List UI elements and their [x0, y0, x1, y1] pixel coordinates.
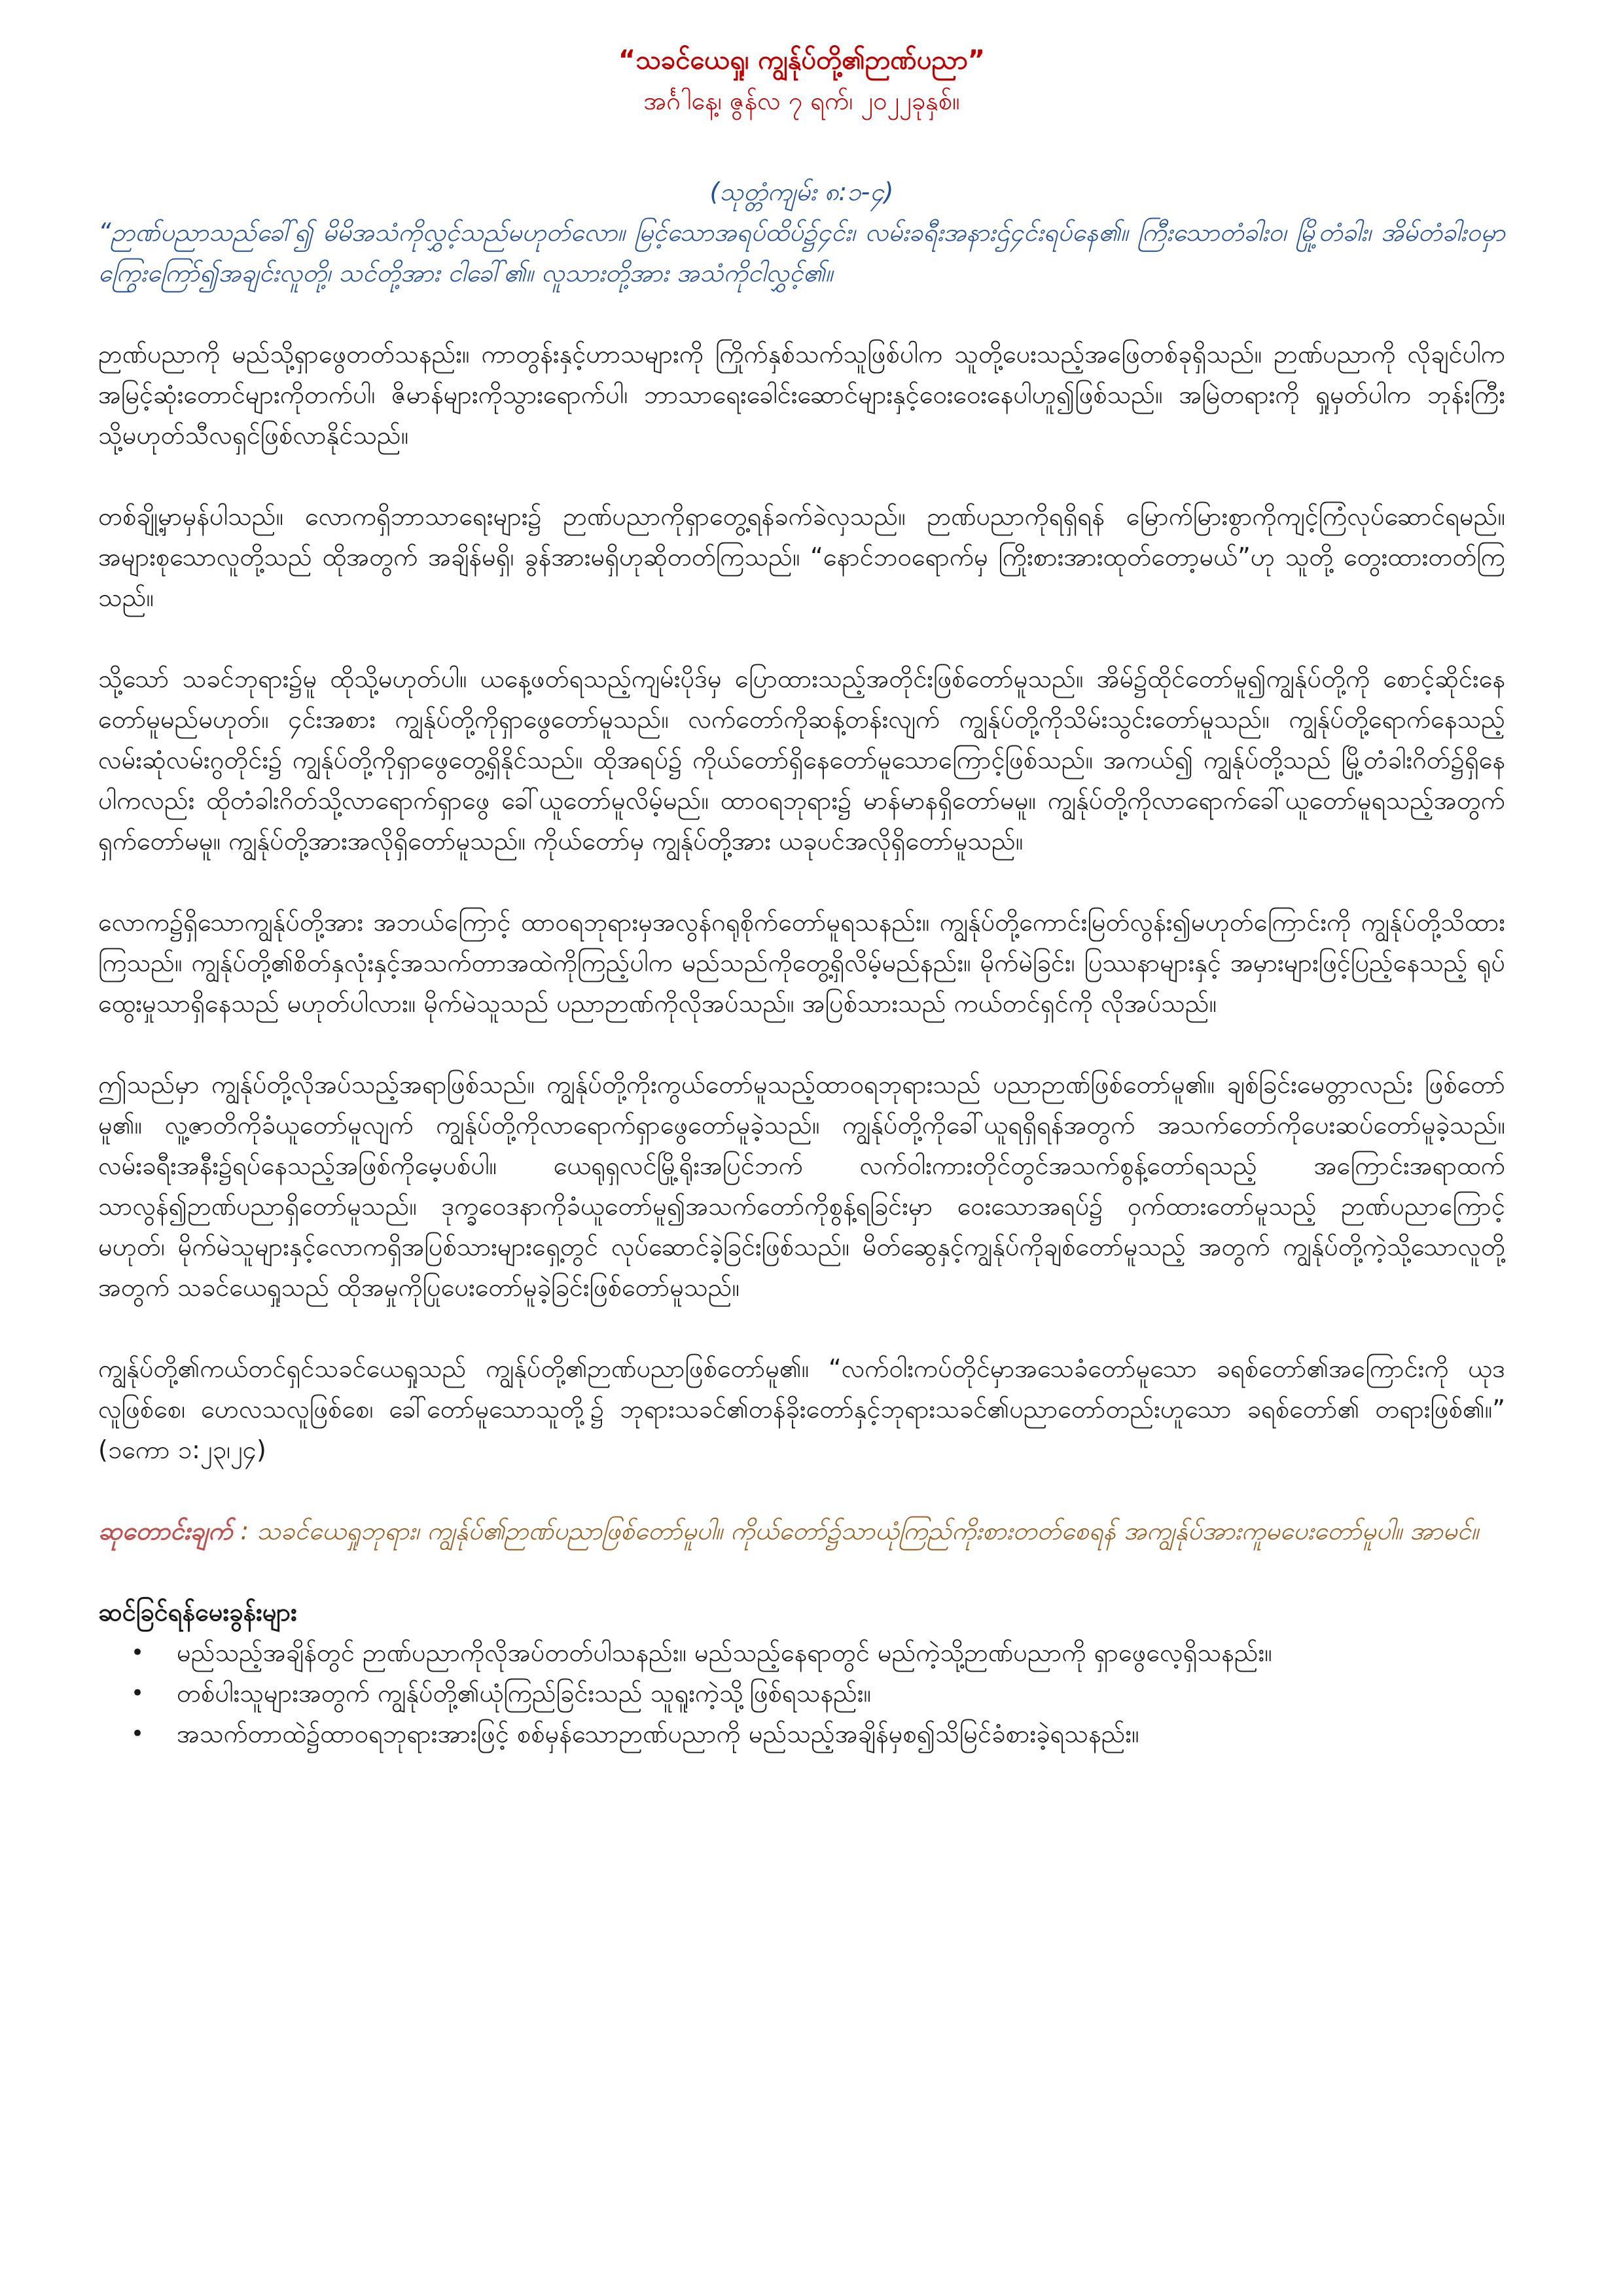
list-item — [131, 1632, 1505, 1673]
question-text: အသက်တာထဲ၌ထာဝရဘုရားအားဖြင့် စစ်မှန်သောဉာဏ်ပညာကို မည်သည့်အချိန်မှစ၍သိမြင်ခံစားခဲ့ရသနည်း။ — [177, 1719, 1139, 1748]
prayer-separator: : — [232, 1516, 257, 1545]
bullet-icon: • — [131, 1640, 145, 1666]
body-paragraph-4: လောက၌ရှိသောကျွန်ုပ်တို့အား အဘယ်ကြောင့် ထာဝရဘုရားမှအလွန်ဂရုစိုက်တော်မူရသနည်း။ ကျွန်ုပ်တို့ကောင်းမြတ်လွန်း၍မဟုတ်ကြောင်းကို ကျွန်ုပ်တို့သိထားကြသည်။ ကျွန်ုပ်တို့၏စိတ်နှလုံးနှင့်အသက်တာအထဲကိုကြည့်ပါက မည်သည်ကိုတွေ့ရှိလိမ့်မည်နည်း။ မိုက်မဲခြင်း၊ ပြဿနာများနှင့် အမှားများဖြင့်ပြည့်နေသည့် ရုပ်ထွေးမှုသာရှိနေသည် မဟုတ်ပါလား။ မိုက်မဲသူသည် ပညာဉာဏ်ကိုလိုအပ်သည်။ အပြစ်သားသည် ကယ်တင်ရှင်ကို လိုအပ်သည်။ — [98, 908, 1505, 1018]
body-paragraph-3: သို့သော် သခင်ဘုရား၌မူ ထိုသို့မဟုတ်ပါ။ ယနေ့ဖတ်ရသည့်ကျမ်းပိုဒ်မှ ပြောထားသည့်အတိုင်းဖြစ်တော်မူသည်။ အိမ်၌ထိုင်တော်မူ၍ကျွန်ုပ်တို့ကို စောင့်ဆိုင်းနေတော်မူမည်မဟုတ်။ ၄င်းအစား ကျွန်ုပ်တို့ကိုရှာဖွေတော်မူသည်။ လက်တော်ကိုဆန့်တန်းလျက် ကျွန်ုပ်တို့ကိုသိမ်းသွင်းတော်မူသည်။ ကျွန်ုပ်တို့ရောက်နေသည့်လမ်းဆုံလမ်းဂွတိုင်း၌ ကျွန်ုပ်တို့ကိုရှာဖွေတွေ့ရှိနိုင်သည်။ ထိုအရပ်၌ ကိုယ်တော်ရှိနေတော်မူသောကြောင့်ဖြစ်သည်။ အကယ်၍ ကျွန်ုပ်တို့သည် မြို့တံခါးဂိတ်၌ရှိနေပါကလည်း ထိုတံခါးဂိတ်သို့လာရောက်ရှာဖွေ ခေါ်ယူတော်မူလိမ့်မည်။ ထာဝရဘုရား၌ မာန်မာနရှိတော်မမူ။ ကျွန်ုပ်တို့ကိုလာရောက်ခေါ်ယူတော်မူရသည့်အတွက်ရှက်တော်မမူ။ ကျွန်ုပ်တို့အားအလိုရှိတော်မူသည်။ ကိုယ်တော်မှ ကျွန်ုပ်တို့အား ယခုပင်အလိုရှိတော်မူသည်။ — [98, 664, 1505, 855]
prayer — [98, 1511, 1505, 1551]
questions-list — [98, 1632, 1505, 1754]
scripture-reference: (သုတ္တံကျမ်း ၈:၁-၄) — [709, 177, 894, 206]
bullet-icon: • — [131, 1680, 145, 1706]
prayer-label: ဆုတောင်းချက် — [98, 1516, 233, 1545]
body-paragraph-6: ကျွန်ုပ်တို့၏ကယ်တင်ရှင်သခင်ယေရှုသည် ကျွန်ုပ်တို့၏ဉာဏ်ပညာဖြစ်တော်မူ၏။ “လက်ဝါးကပ်တိုင်မှာအသေခံတော်မူသော ခရစ်တော်၏အကြောင်းကို ယုဒလူဖြစ်စေ၊ ဟေလသလူဖြစ်စေ၊ ခေါ်တော်မူသောသူတို့၌ ဘုရားသခင်၏တန်ခိုးတော်နှင့်ဘုရားသခင်၏ပညာတော်တည်းဟူသော ခရစ်တော်၏ တရားဖြစ်၏။” (၁ကော ၁:၂၃၊၂၄) — [98, 1354, 1505, 1464]
list-item — [131, 1713, 1505, 1754]
devotion-date: အင်္ဂါနေ့၊ ဇွန်လ ၇ ရက်၊ ၂၀၂၂ခုနှစ်။ — [643, 86, 960, 115]
question-text: မည်သည့်အချိန်တွင် ဉာဏ်ပညာကိုလိုအပ်တတ်ပါသနည်း။ မည်သည့်နေရာတွင် မည်ကဲ့သို့ဉာဏ်ပညာကို ရှာဖွေလေ့ရှိသနည်း။ — [177, 1638, 1272, 1667]
body-paragraph-1: ဉာဏ်ပညာကို မည်သို့ရှာဖွေတတ်သနည်း။ ကာတွန်းနှင့်ဟာသများကို ကြိုက်နှစ်သက်သူဖြစ်ပါက သူတို့ပေးသည့်အဖြေတစ်ခုရှိသည်။ ဉာဏ်ပညာကို လိုချင်ပါက အမြင့်ဆုံးတောင်များကိုတက်ပါ၊ ဇိမာန်များကိုသွားရောက်ပါ၊ ဘာသာရေးခေါင်းဆောင်များနှင့်ဝေးဝေးနေပါဟူ၍ဖြစ်သည်။ အမြဲတရားကို ရှုမှတ်ပါက ဘုန်းကြီးသို့မဟုတ်သီလရှင်ဖြစ်လာနိုင်သည်။ — [98, 340, 1505, 450]
list-item — [131, 1673, 1505, 1713]
questions-heading: ဆင်ခြင်ရန်မေးခွန်းများ — [98, 1598, 297, 1626]
page-title: “သခင်ယေရှု၊ ကျွန်ုပ်တို့၏ဉာဏ်ပညာ” — [618, 45, 986, 75]
prayer-text: သခင်ယေရှုဘုရား၊ ကျွန်ုပ်၏ဉာဏ်ပညာဖြစ်တော်မူပါ။ ကိုယ်တော်၌သာယုံကြည်ကိုးစားတတ်စေရန် အကျွန်ုပ်အားကူမပေးတော်မူပါ။ အာမင်။ — [257, 1516, 1479, 1545]
scripture-text: “ဉာဏ်ပညာသည်ခေါ်၍ မိမိအသံကိုလွှင့်သည်မဟုတ်လော။ မြင့်သောအရပ်ထိပ်၌၄င်း၊ လမ်းခရီးအနားဌ်၄င်းရပ်နေ၏။ ကြီးသောတံခါး၀၊ မြို့တံခါး၊ အိမ်တံခါး၀မှာ ကြွေးကြော်၍အချင်းလူတို့၊ သင်တို့အား ငါခေါ်၏။ လူသားတို့အား အသံကိုငါလွှင့်၏။ — [98, 218, 1505, 287]
bullet-icon: • — [131, 1721, 145, 1747]
question-text: တစ်ပါးသူများအတွက် ကျွန်ုပ်တို့၏ယုံကြည်ခြင်းသည် သူရူးကဲ့သို့ဖြစ်ရသနည်း။ — [177, 1679, 872, 1708]
body-paragraph-2: တစ်ချို့မှာမှန်ပါသည်။ လောကရှိဘာသာရေးများ၌ ဉာဏ်ပညာကိုရှာတွေ့ရန်ခက်ခဲလှသည်။ ဉာဏ်ပညာကိုရရှိရန် မြောက်မြားစွာကိုကျင့်ကြံလုပ်ဆောင်ရမည်။ အများစုသောလူတို့သည် ထိုအတွက် အချိန်မရှိ၊ ခွန်အားမရှိဟုဆိုတတ်ကြသည်။ “နောင်ဘ၀ရောက်မှ ကြိုးစားအားထုတ်တော့မယ်”ဟု သူတို့ တွေးထားတတ်ကြသည်။ — [98, 502, 1505, 612]
body-paragraph-5: ဤသည်မှာ ကျွန်ုပ်တို့လိုအပ်သည့်အရာဖြစ်သည်။ ကျွန်ုပ်တို့ကိုးကွယ်တော်မူသည့်ထာဝရဘုရားသည် ပညာဉာဏ်ဖြစ်တော်မူ၏။ ချစ်ခြင်းမေတ္တာလည်း ဖြစ်တော်မူ၏။ လူ့ဇာတိကိုခံယူတော်မူလျက် ကျွန်ုပ်တို့ကိုလာရောက်ရှာဖွေတော်မူခဲ့သည်။ ကျွန်ုပ်တို့ကိုခေါ်ယူရရှိရန်အတွက် အသက်တော်ကိုပေးဆပ်တော်မူခဲ့သည်။ လမ်းခရီးအနီး၌ရပ်နေသည့်အဖြစ်ကိုမေ့ပစ်ပါ။ ယေရုရှလင်မြို့ရိုးအပြင်ဘက် လက်ဝါးကားတိုင်တွင်အသက်စွန့်တော်ရသည့် အကြောင်းအရာထက် သာလွန်၍ဉာဏ်ပညာရှိတော်မူသည်။ ဒုက္ခဝေဒနာကိုခံယူတော်မူ၍အသက်တော်ကိုစွန့်ရခြင်းမှာ ဝေးသောအရပ်၌ ဝှက်ထားတော်မူသည့် ဉာဏ်ပညာကြောင့်မဟုတ်၊ မိုက်မဲသူများနှင့်လောကရှိအပြစ်သားများရှေ့တွင် လုပ်ဆောင်ခဲ့ခြင်းဖြစ်သည်။ မိတ်ဆွေနှင့်ကျွန်ုပ်ကိုချစ်တော်မူသည့် အတွက် ကျွန်ုပ်တို့ကဲ့သို့သောလူတို့အတွက် သခင်ယေရှုသည် ထိုအမှုကိုပြုပေးတော်မူခဲ့ခြင်းဖြစ်တော်မူသည်။ — [98, 1070, 1505, 1302]
